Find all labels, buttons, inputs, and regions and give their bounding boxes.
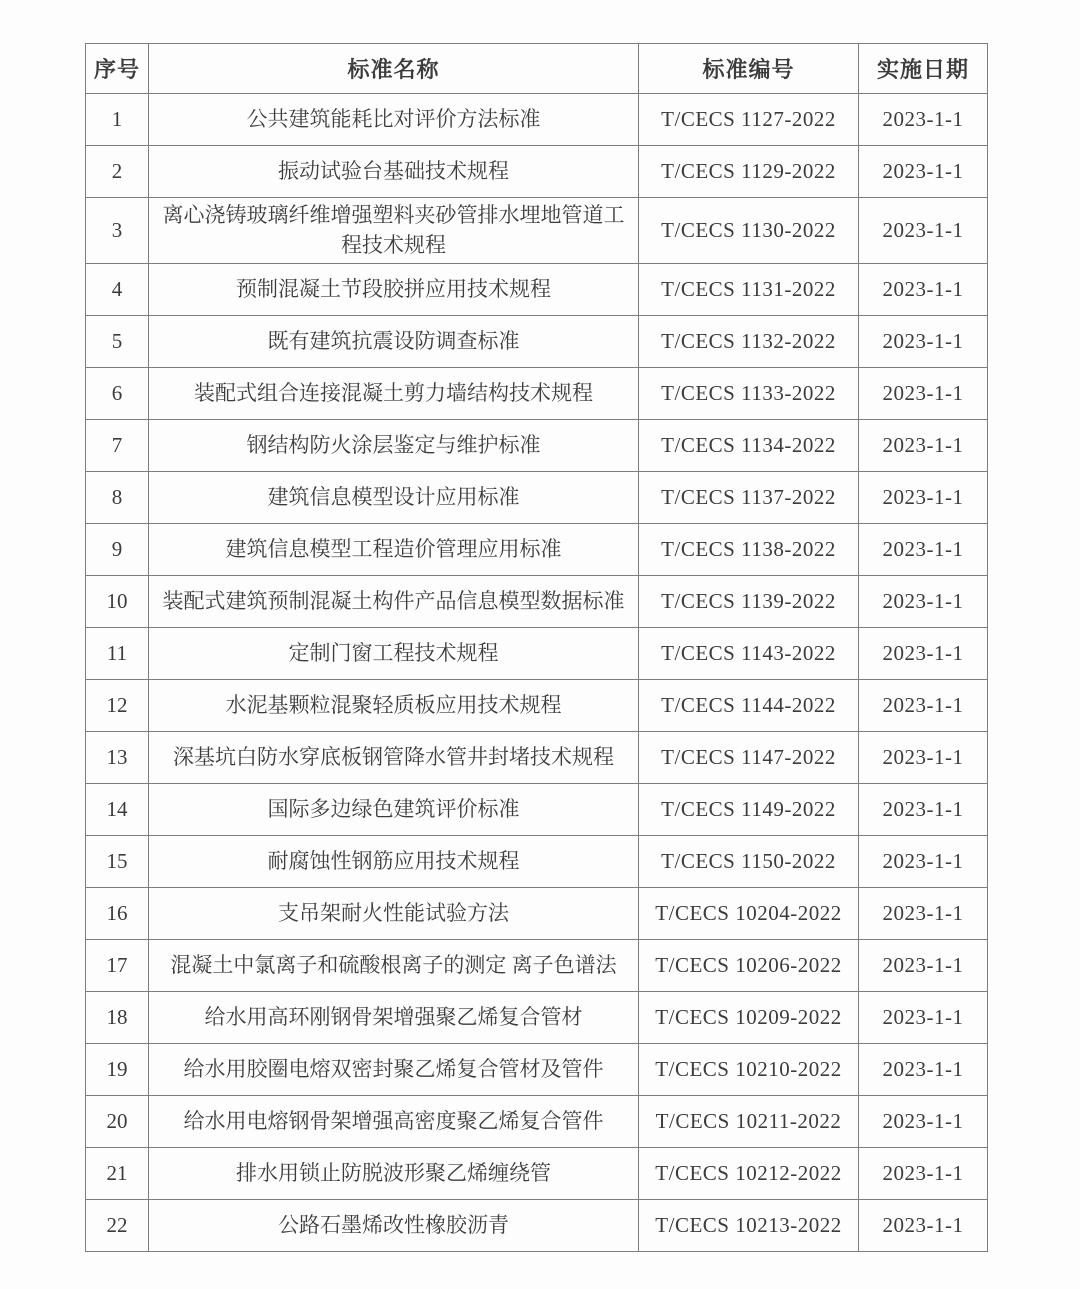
cell-index: 8	[86, 471, 149, 523]
cell-code: T/CECS 1127-2022	[639, 94, 859, 146]
header-name: 标准名称	[149, 44, 639, 94]
table-row	[86, 627, 988, 679]
cell-name: 给水用高环刚钢骨架增强聚乙烯复合管材	[149, 991, 639, 1043]
cell-date: 2023-1-1	[859, 315, 988, 367]
cell-code: T/CECS 1144-2022	[639, 679, 859, 731]
cell-index: 11	[86, 627, 149, 679]
cell-code: T/CECS 10211-2022	[639, 1095, 859, 1147]
cell-date: 2023-1-1	[859, 627, 988, 679]
table-row	[86, 835, 988, 887]
cell-date: 2023-1-1	[859, 94, 988, 146]
table-row	[86, 1095, 988, 1147]
cell-code: T/CECS 1139-2022	[639, 575, 859, 627]
cell-date: 2023-1-1	[859, 1199, 988, 1251]
cell-date: 2023-1-1	[859, 146, 988, 198]
cell-code: T/CECS 10204-2022	[639, 887, 859, 939]
cell-code: T/CECS 1147-2022	[639, 731, 859, 783]
table-row	[86, 991, 988, 1043]
cell-index: 1	[86, 94, 149, 146]
cell-code: T/CECS 1138-2022	[639, 523, 859, 575]
table-row	[86, 198, 988, 264]
table-row	[86, 1043, 988, 1095]
cell-name: 水泥基颗粒混聚轻质板应用技术规程	[149, 679, 639, 731]
cell-name: 建筑信息模型工程造价管理应用标准	[149, 523, 639, 575]
cell-index: 21	[86, 1147, 149, 1199]
cell-index: 4	[86, 263, 149, 315]
cell-date: 2023-1-1	[859, 783, 988, 835]
cell-name: 振动试验台基础技术规程	[149, 146, 639, 198]
cell-code: T/CECS 1133-2022	[639, 367, 859, 419]
standards-table	[85, 43, 988, 1252]
cell-index: 13	[86, 731, 149, 783]
cell-date: 2023-1-1	[859, 835, 988, 887]
cell-index: 15	[86, 835, 149, 887]
cell-index: 20	[86, 1095, 149, 1147]
header-index: 序号	[86, 44, 149, 94]
cell-code: T/CECS 1143-2022	[639, 627, 859, 679]
cell-name: 排水用锁止防脱波形聚乙烯缠绕管	[149, 1147, 639, 1199]
cell-name: 既有建筑抗震设防调查标准	[149, 315, 639, 367]
cell-name: 国际多边绿色建筑评价标准	[149, 783, 639, 835]
table-row	[86, 315, 988, 367]
table-row	[86, 419, 988, 471]
cell-index: 19	[86, 1043, 149, 1095]
cell-code: T/CECS 1129-2022	[639, 146, 859, 198]
table-row	[86, 367, 988, 419]
cell-name: 建筑信息模型设计应用标准	[149, 471, 639, 523]
table-row	[86, 939, 988, 991]
cell-date: 2023-1-1	[859, 731, 988, 783]
cell-name: 给水用胶圈电熔双密封聚乙烯复合管材及管件	[149, 1043, 639, 1095]
cell-index: 12	[86, 679, 149, 731]
table-row	[86, 679, 988, 731]
cell-date: 2023-1-1	[859, 1043, 988, 1095]
cell-code: T/CECS 1130-2022	[639, 198, 859, 264]
cell-code: T/CECS 1132-2022	[639, 315, 859, 367]
header-row	[86, 44, 988, 94]
cell-code: T/CECS 1134-2022	[639, 419, 859, 471]
table-row	[86, 146, 988, 198]
cell-name: 定制门窗工程技术规程	[149, 627, 639, 679]
cell-index: 22	[86, 1199, 149, 1251]
cell-name: 钢结构防火涂层鉴定与维护标准	[149, 419, 639, 471]
cell-date: 2023-1-1	[859, 471, 988, 523]
cell-date: 2023-1-1	[859, 1147, 988, 1199]
cell-index: 10	[86, 575, 149, 627]
cell-date: 2023-1-1	[859, 419, 988, 471]
cell-index: 6	[86, 367, 149, 419]
cell-code: T/CECS 1150-2022	[639, 835, 859, 887]
cell-name: 深基坑白防水穿底板钢管降水管井封堵技术规程	[149, 731, 639, 783]
cell-code: T/CECS 10210-2022	[639, 1043, 859, 1095]
cell-code: T/CECS 10213-2022	[639, 1199, 859, 1251]
cell-code: T/CECS 1131-2022	[639, 263, 859, 315]
cell-name: 离心浇铸玻璃纤维增强塑料夹砂管排水埋地管道工程技术规程	[149, 198, 639, 264]
cell-name: 公路石墨烯改性橡胶沥青	[149, 1199, 639, 1251]
cell-name: 预制混凝土节段胶拼应用技术规程	[149, 263, 639, 315]
cell-date: 2023-1-1	[859, 263, 988, 315]
table-row	[86, 471, 988, 523]
cell-code: T/CECS 10206-2022	[639, 939, 859, 991]
cell-index: 2	[86, 146, 149, 198]
table-body	[86, 94, 988, 1252]
cell-name: 支吊架耐火性能试验方法	[149, 887, 639, 939]
table-row	[86, 94, 988, 146]
table-row	[86, 263, 988, 315]
cell-date: 2023-1-1	[859, 679, 988, 731]
cell-code: T/CECS 10209-2022	[639, 991, 859, 1043]
cell-code: T/CECS 1137-2022	[639, 471, 859, 523]
cell-name: 耐腐蚀性钢筋应用技术规程	[149, 835, 639, 887]
cell-date: 2023-1-1	[859, 939, 988, 991]
cell-index: 5	[86, 315, 149, 367]
cell-name: 公共建筑能耗比对评价方法标准	[149, 94, 639, 146]
cell-name: 混凝土中氯离子和硫酸根离子的测定 离子色谱法	[149, 939, 639, 991]
table-row	[86, 887, 988, 939]
cell-name: 给水用电熔钢骨架增强高密度聚乙烯复合管件	[149, 1095, 639, 1147]
cell-index: 3	[86, 198, 149, 264]
header-date: 实施日期	[859, 44, 988, 94]
cell-date: 2023-1-1	[859, 523, 988, 575]
header-code: 标准编号	[639, 44, 859, 94]
cell-index: 18	[86, 991, 149, 1043]
cell-index: 17	[86, 939, 149, 991]
cell-date: 2023-1-1	[859, 575, 988, 627]
cell-index: 14	[86, 783, 149, 835]
cell-name: 装配式建筑预制混凝土构件产品信息模型数据标准	[149, 575, 639, 627]
table-row	[86, 783, 988, 835]
cell-date: 2023-1-1	[859, 367, 988, 419]
table-row	[86, 1147, 988, 1199]
table-row	[86, 523, 988, 575]
cell-index: 9	[86, 523, 149, 575]
table-row	[86, 575, 988, 627]
cell-date: 2023-1-1	[859, 991, 988, 1043]
cell-code: T/CECS 10212-2022	[639, 1147, 859, 1199]
cell-index: 7	[86, 419, 149, 471]
cell-date: 2023-1-1	[859, 198, 988, 264]
cell-code: T/CECS 1149-2022	[639, 783, 859, 835]
cell-index: 16	[86, 887, 149, 939]
table-header	[86, 44, 988, 94]
cell-name: 装配式组合连接混凝土剪力墙结构技术规程	[149, 367, 639, 419]
table-row	[86, 1199, 988, 1251]
cell-date: 2023-1-1	[859, 887, 988, 939]
cell-date: 2023-1-1	[859, 1095, 988, 1147]
table-row	[86, 731, 988, 783]
